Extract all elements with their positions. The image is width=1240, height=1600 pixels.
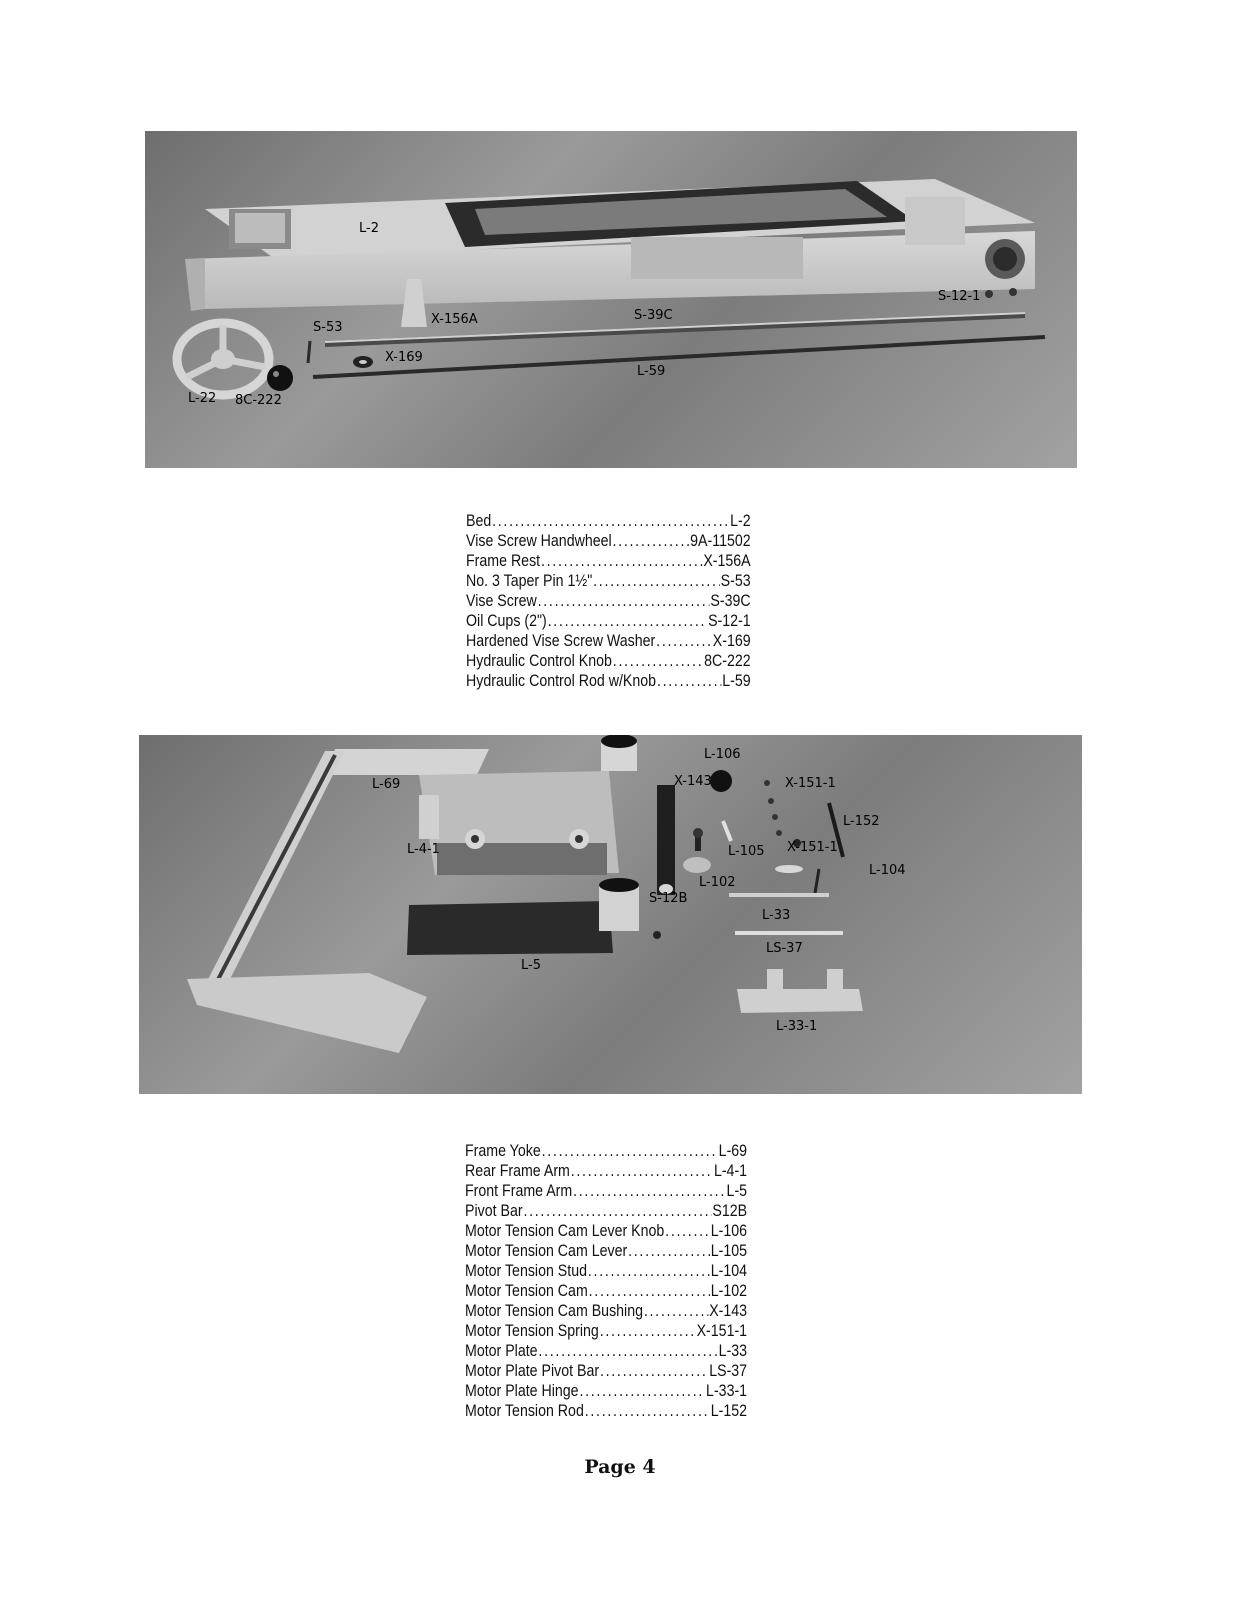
callout-plate-hinge: L-33-1 (776, 1019, 818, 1034)
part-number: X-169 (712, 632, 751, 650)
part-number: S-39C (710, 592, 751, 610)
part-row (465, 1401, 747, 1421)
callout-frame-yoke: L-69 (372, 777, 401, 792)
callout-pivot-bar: S-12B (649, 891, 688, 906)
frame-motor-parts-illustration (139, 735, 1082, 1094)
part-number: L-104 (710, 1262, 748, 1280)
part-name: No. 3 Taper Pin 1½" (466, 572, 593, 590)
leader-dots (600, 1361, 708, 1381)
leader-dots (588, 1261, 710, 1281)
leader-dots (492, 511, 729, 531)
part-name: Motor Tension Cam (465, 1282, 588, 1300)
leader-dots (538, 1341, 717, 1361)
part-name: Motor Plate Hinge (465, 1382, 579, 1400)
part-number: L-33-1 (706, 1382, 748, 1400)
callout-washer: X-169 (385, 350, 423, 365)
frame-motor-parts-list (465, 1141, 747, 1421)
part-number: L-105 (710, 1242, 748, 1260)
part-number: L-102 (710, 1282, 748, 1300)
part-name: Motor Tension Spring (465, 1322, 599, 1340)
callout-motor-plate: L-33 (762, 908, 791, 923)
part-row (466, 671, 751, 691)
part-row (465, 1261, 747, 1281)
part-row (465, 1201, 747, 1221)
part-name: Motor Tension Cam Lever (465, 1242, 628, 1260)
part-name: Motor Tension Cam Bushing (465, 1302, 643, 1320)
part-row (465, 1221, 747, 1241)
part-number: S-12-1 (708, 612, 751, 630)
part-row (465, 1321, 747, 1341)
leader-dots (579, 1381, 705, 1401)
part-row (466, 551, 751, 571)
callout-handwheel: L-22 (188, 391, 217, 406)
leader-dots (538, 591, 710, 611)
part-number: L-152 (710, 1402, 748, 1420)
part-number: X-156A (703, 552, 751, 570)
callout-tension-cam: L-102 (699, 875, 736, 890)
part-row (466, 531, 751, 551)
part-name: Oil Cups (2") (466, 612, 547, 630)
leader-dots (613, 531, 690, 551)
leader-dots (665, 1221, 710, 1241)
leader-dots (600, 1321, 696, 1341)
part-name: Hydraulic Control Rod w/Knob (466, 672, 657, 690)
part-number: L-2 (730, 512, 751, 530)
leader-dots (593, 571, 720, 591)
leader-dots (589, 1281, 710, 1301)
bed-parts-photo (145, 131, 1077, 468)
leader-dots (656, 631, 712, 651)
part-row (465, 1381, 747, 1401)
leader-dots (548, 611, 708, 631)
part-row (465, 1181, 747, 1201)
callout-cam-lever: L-105 (728, 844, 765, 859)
callout-front-frame-arm: L-5 (521, 958, 541, 973)
part-row (466, 631, 751, 651)
part-number: S12B (712, 1202, 748, 1220)
leader-dots (628, 1241, 710, 1261)
callout-tension-rod: L-152 (843, 814, 880, 829)
leader-dots (657, 671, 721, 691)
part-row (465, 1241, 747, 1261)
part-number: L-106 (710, 1222, 748, 1240)
part-name: Vise Screw (466, 592, 537, 610)
callout-cam-lever-knob: L-106 (704, 747, 741, 762)
part-name: Frame Yoke (465, 1142, 541, 1160)
callout-control-knob: 8C-222 (235, 393, 282, 408)
part-name: Hydraulic Control Knob (466, 652, 612, 670)
part-number: L-33 (718, 1342, 748, 1360)
part-number: L-69 (718, 1142, 748, 1160)
part-row (465, 1141, 747, 1161)
callout-oil-cups: S-12-1 (938, 289, 981, 304)
part-name: Motor Tension Rod (465, 1402, 584, 1420)
part-row (465, 1301, 747, 1321)
leader-dots (571, 1161, 713, 1181)
part-name: Vise Screw Handwheel (466, 532, 612, 550)
callout-plate-pivot-bar: LS-37 (766, 941, 803, 956)
leader-dots (613, 651, 703, 671)
part-row (466, 591, 751, 611)
part-name: Rear Frame Arm (465, 1162, 570, 1180)
part-number: S-53 (720, 572, 751, 590)
part-name: Hardened Vise Screw Washer (466, 632, 656, 650)
part-number: 8C-222 (704, 652, 751, 670)
part-row (466, 651, 751, 671)
part-number: X-143 (709, 1302, 748, 1320)
part-number: X-151-1 (696, 1322, 748, 1340)
part-number: L-4-1 (713, 1162, 748, 1180)
part-name: Motor Plate (465, 1342, 538, 1360)
callout-taper-pin: S-53 (313, 320, 343, 335)
part-name: Motor Plate Pivot Bar (465, 1362, 600, 1380)
callout-bed: L-2 (359, 221, 379, 236)
frame-motor-parts-photo (139, 735, 1082, 1094)
callout-tension-stud: L-104 (869, 863, 906, 878)
leader-dots (585, 1401, 710, 1421)
leader-dots (644, 1301, 709, 1321)
part-row (465, 1161, 747, 1181)
part-name: Pivot Bar (465, 1202, 523, 1220)
part-row (466, 511, 751, 531)
callout-rear-frame-arm: L-4-1 (407, 842, 440, 857)
part-row (466, 571, 751, 591)
part-name: Front Frame Arm (465, 1182, 573, 1200)
part-name: Frame Rest (466, 552, 541, 570)
part-number: LS-37 (709, 1362, 748, 1380)
leader-dots (541, 551, 702, 571)
part-number: L-59 (722, 672, 751, 690)
callout-tension-spring-a: X-151-1 (785, 776, 836, 791)
callout-cam-bushing: X-143 (674, 774, 712, 789)
bed-parts-list (466, 511, 751, 691)
callout-tension-spring-b: X-151-1 (787, 840, 838, 855)
leader-dots (573, 1181, 726, 1201)
callout-vise-screw: S-39C (634, 308, 673, 323)
part-row (465, 1281, 747, 1301)
part-number: L-5 (726, 1182, 748, 1200)
page-number: Page 4 (584, 1456, 656, 1478)
part-number: 9A-11502 (690, 532, 751, 550)
callout-frame-rest: X-156A (431, 312, 478, 327)
part-row (465, 1361, 747, 1381)
part-row (465, 1341, 747, 1361)
part-name: Bed (466, 512, 492, 530)
part-row (466, 611, 751, 631)
leader-dots (542, 1141, 718, 1161)
part-name: Motor Tension Cam Lever Knob (465, 1222, 665, 1240)
leader-dots (523, 1201, 711, 1221)
part-name: Motor Tension Stud (465, 1262, 588, 1280)
callout-control-rod: L-59 (637, 364, 666, 379)
